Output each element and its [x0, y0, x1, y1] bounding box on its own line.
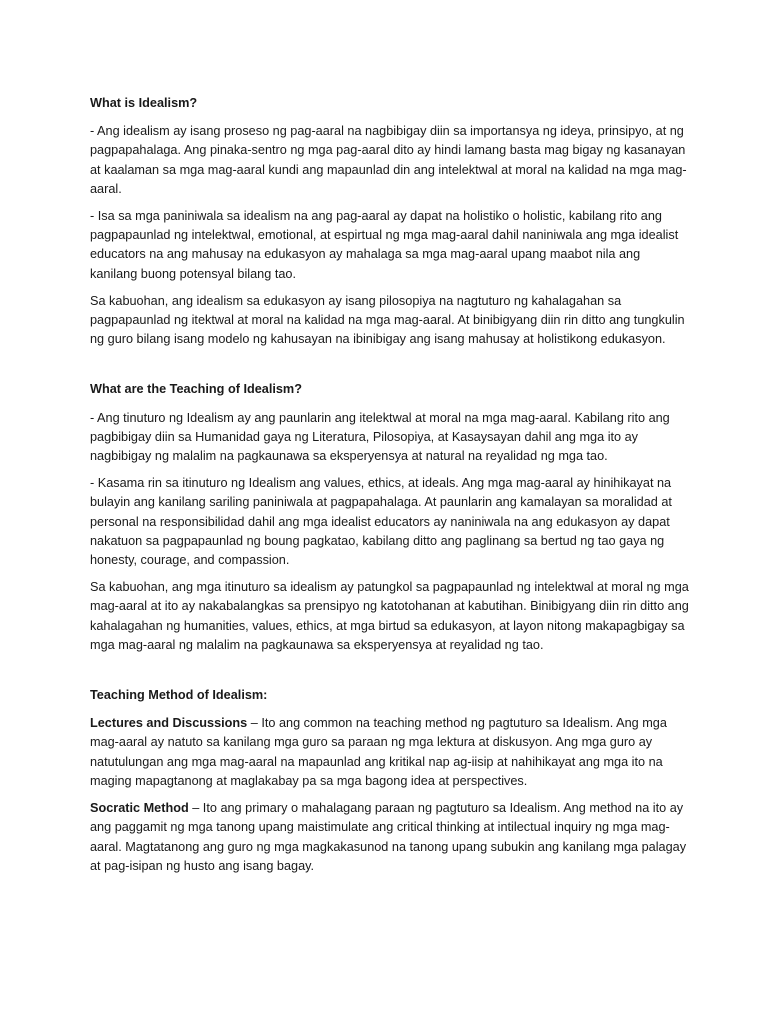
- paragraph: Sa kabuohan, ang mga itinuturo sa idealism ay patungkol sa pagpapaunlad ng intelektwal at moral ng mga mag-aaral at ito ay nakabalangkas sa prensipyo ng katotohanan at kabutihan. Binibigyang diin rin ditto ang kahalagahan ng humanities, values, ethics, at mga birtud sa edukasyon, at layon nitong makapagbigay sa mga mag-aaral ng malalim na pagkaunawa sa eksperyensya at reyalidad ng tao.: [90, 580, 689, 652]
- section-what-is-idealism: [90, 94, 690, 349]
- method-socratic: [90, 799, 690, 876]
- method-description: – Ito ang common na teaching method ng pagtuturo sa Idealism. Ang mga mag-aaral ay natuto sa kanilang mga guro sa paraan ng mga lektura at diskusyon. Ang mga guro ay natutulungan ang mga mag-aaral na mapaunlad ang kritikal nap ag-iisip at nahihikayat ang mga ito na maging mapagtanong at maglakabay pa sa mga bagong idea at perspectives.: [90, 716, 667, 788]
- method-term: Lectures and Discussions: [90, 716, 248, 731]
- spacer: [90, 357, 690, 380]
- paragraph: - Ang idealism ay isang proseso ng pag-aaral na nagbibigay diin sa importansya ng ideya, prinsipyo, at ng pagpapahalaga. Ang pinaka-sentro ng mga pag-aaral dito ay hindi lamang basta mag bigay ng kasanayan at kaalaman sa mga mag-aaral kundi ang mapaunlad din ang intelektwal at moral na kalidad na mga mag-aaral.: [90, 124, 687, 196]
- section-teaching-method: [90, 686, 690, 876]
- paragraph: - Kasama rin sa itinuturo ng Idealism ang values, ethics, at ideals. Ang mga mag-aaral ay hinihikayat na bulayin ang kanilang sariling paniniwala at pagpapahalaga. At paunlarin ang kamalayan sa moralidad at personal na responsibilidad dahil ang mga idealist educators ay naniniwala na ang edukasyon ay dapat nakatuon sa pagpapaunlad ng boung pagkatao, kabilang ditto ang paglinang sa bertud ng tao gaya ng honesty, courage, and compassion.: [90, 476, 672, 568]
- paragraph: Sa kabuohan, ang idealism sa edukasyon ay isang pilosopiya na nagtuturo ng kahalagahan sa pagpapaunlad ng itektwal at moral na kalidad na mga mag-aaral. At binibigyang diin rin ditto ang tungkulin ng guro bilang isang modelo ng kahusayan na ibinibigay ang isang mahusay at holistikong edukasyon.: [90, 293, 685, 347]
- method-description: – Ito ang primary o mahalagang paraan ng pagtuturo sa Idealism. Ang method na ito ay ang paggamit ng mga tanong upang maistimulate ang critical thinking at intilectual inquiry ng mga mag-aaral. Magtatanong ang guro ng mga magkakasunod na tanong upang subukin ang kanilang mga palagay at pag-isipan ng husto ang isang bagay.: [90, 801, 687, 873]
- document-page: [90, 94, 690, 884]
- section-heading: What is Idealism?: [90, 96, 198, 110]
- section-teaching-of-idealism: [90, 380, 690, 655]
- paragraph: - Ang tinuturo ng Idealism ay ang paunlarin ang itelektwal at moral na mga mag-aaral. Kabilang rito ang pagbibigay diin sa Humanidad gaya ng Literatura, Pilosopiya, at Kasaysayan dahil ang mga ito ay nagbibigay ng malalim na pagkaunawa sa eksperyensya at natural na reyalidad ng mga tao.: [90, 410, 670, 464]
- method-term: Socratic Method: [90, 801, 189, 816]
- section-heading: What are the Teaching of Idealism?: [90, 382, 302, 397]
- spacer: [90, 663, 690, 686]
- paragraph: - Isa sa mga paniniwala sa idealism na ang pag-aaral ay dapat na holistiko o holistic, kabilang rito ang pagpapaunlad ng intelektwal, emotional, at espirtual ng mga mag-aaral dahil naniniwala ang mga idealist educators na ang mahusay na edukasyon ay mahalaga sa mga mag-aaral upang maabot nila ang kanilang buong potensyal bilang tao.: [90, 209, 679, 281]
- section-heading: Teaching Method of Idealism:: [90, 688, 268, 703]
- method-lectures-and-discussions: [90, 714, 690, 791]
